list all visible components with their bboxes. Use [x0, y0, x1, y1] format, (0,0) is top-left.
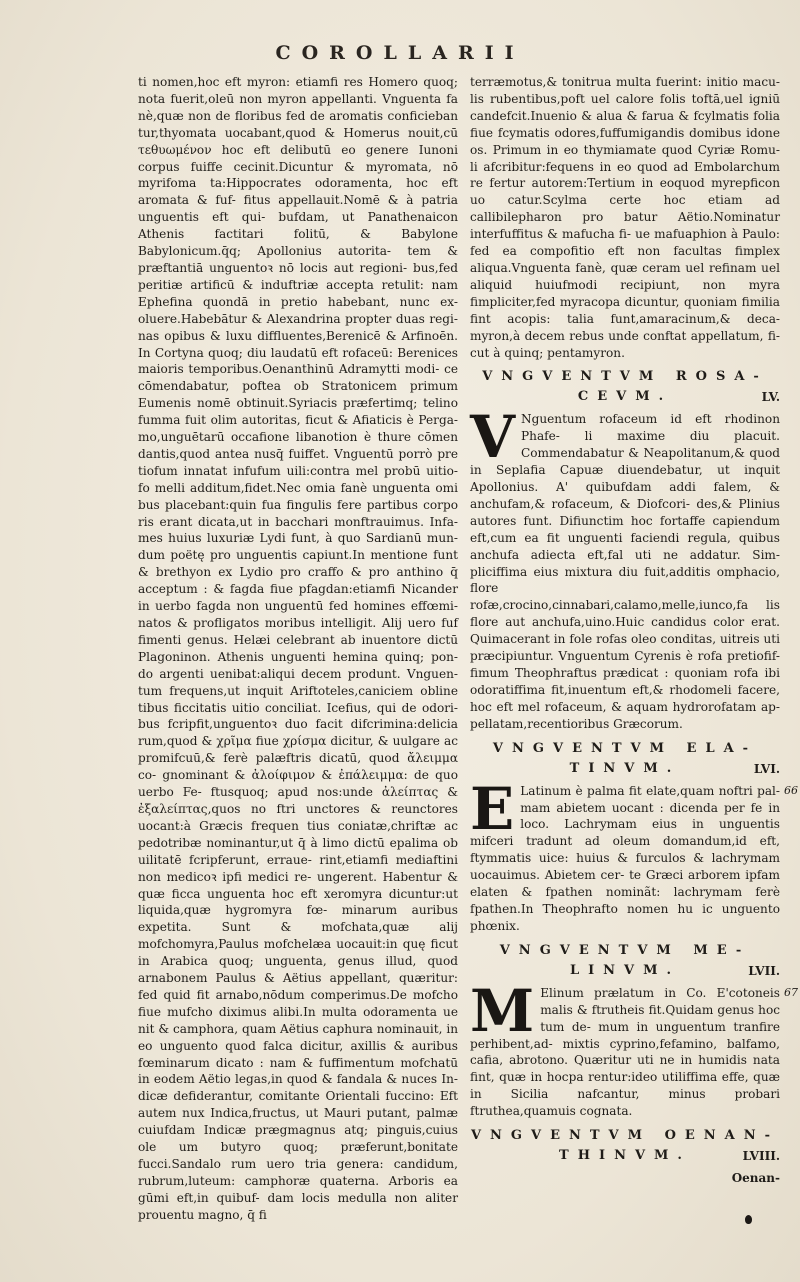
section-body-rosaceum — [470, 403, 780, 732]
left-column — [138, 74, 458, 1224]
margin-note: 67 — [784, 985, 798, 999]
section-heading-rosaceum — [470, 367, 780, 407]
section-title: VNGVENTVM ME- LINVM. — [499, 942, 751, 978]
right-column — [470, 74, 798, 1186]
running-head: COROLLARII — [275, 42, 525, 64]
section-heading-melinum — [470, 941, 780, 981]
drop-cap: V — [470, 403, 516, 472]
section-body-elatinum — [470, 774, 798, 935]
section-number: LVIII. — [742, 1149, 780, 1164]
section-title: VNGVENTVM OENAN- THINVM. — [470, 1128, 780, 1164]
section-body-melinum — [470, 976, 798, 1120]
section-number: LVII. — [748, 963, 780, 978]
section-text: Nguentum rofaceum id eft rhodinon Phafe- li maxime diu placuit. Commendabatur & Neapolitanum,& quod in Seplafia Capuæ diuendebatur, ut inquit Apollonius. A' quibufdam addi falem, & anchufam,& rofaceum, & Diofcori- des,& Plinius autores funt. Difiunctim hoc fortaffe capiendum eft,cum ea fit unguenti faciendi regula, quibus anchufa adiecta eft,fal uti ne addatur. Sim- pliciffima eius mixtura diu fuit,additis omphacio, flore rofæ,crocino,cinnabari,calamo,melle,iunco,fa lis flore aut anchufa,uino.Huic candidus color erat. Quimacerant in fole rofas oleo conditas, uitreis uti præcipiuntur. Vnguentum Cyrenis è rofa pretiofif- fimum Theophraftus prædicat : quoniam rofa ibi odoratiffima fit,inuentum eft,& rhodomeli facere, hoc eft mel rofaceum, & aquam hydrorofatam ap- pellatam,recentioribus Græcorum. — [470, 412, 780, 731]
section-heading-elatinum — [470, 739, 780, 779]
margin-note: 66 — [784, 783, 798, 797]
section-number: LVI. — [753, 761, 780, 776]
section-title: VNGVENTVM ROSA- CEVM. — [482, 369, 768, 405]
section-heading-oenanthinum — [470, 1126, 780, 1166]
right-column-intro: terræmotus,& tonitrua multa fuerint: initio macu- lis rubentibus,poft uel calore folis toftā,uel igniū candefcit.Inuenio & alua & farua & fcylmatis folia fiue fcymatis odores,fuffumigandis domibus idone os. Primum in eo thymiamate quod Cyriæ Romu- li afcribitur:fequens in eo quod ad Embolarchum re fertur autorem:Tertium in eoquod myrepficon uo catur.Scylma certe hoc etiam ad callibilepharon pro batur Aëtio.Nominatur interfuffitus & mafucha fi- ue mafuaphion à Paulo: fed ea compofitio eft non facultas fimplex aliqua.Vnguenta fanè, quæ ceram uel refinam uel aliquid huiufmodi recipiunt, non myra fimpliciter,fed myracopa dicuntur, quoniam fimilia fint acopis: talia funt,amaracinum,& deca- myron,à decem rebus unde conftat appellatum, fi- cut à quinq; pentamyron. — [470, 75, 780, 360]
drop-cap: E — [470, 774, 515, 843]
section-text: Elinum prælatum in Co. E'cotoneis malis & ftrutheis fit.Quidam genus hoc tum de- mum in unguentum tranfire perhibent,ad- mixtis cyprino,fefamino, balfamo, cafia, abrotono. Quæritur uti ne in humidis nata fint, quæ in hocpa rentur:ideo utiliffima effe, quæ in Sicilia nafcantur, minus probari ftruthea,quamuis cognata. — [470, 985, 780, 1119]
section-text: Latinum è palma fit elate,quam noftri pal- mam abietem uocant : dicenda per fe in loco. Lachrymam eius in unguentis mifceri tradunt ad oleum domandum,id eft, ftymmatis uice: huius & furculos & lachrymam uocauimus. Abietem cer- te Græci arborem ipfam elaten & fpathen nominãt: lachrymam ferè fpathen.In Theophrafto nomen hu ic unguento phœnix. — [470, 783, 780, 933]
catchword: Oenan- — [731, 1171, 780, 1186]
section-title: VNGVENTVM ELA- TINVM. — [492, 740, 758, 776]
section-number: LV. — [761, 390, 780, 405]
drop-cap: M — [470, 976, 535, 1045]
ink-dot-mark — [745, 1215, 752, 1224]
left-column-text: ti nomen,hoc eft myron: etiamfi res Homero quoq; nota fuerit,oleū non myron appellanti. Vnguenta fa nè,quæ non de floribus fed de aromatis conficieban tur,thyomata uocabant,quod & Homerus nouit,cū τεθυωμένον hoc eft delibutū eo genere Iunoni corpus fuiffe cecinit.Dicuntur & myromata, nō myrifoma ta:Hippocrates odoramenta, hoc eft aromata & fuf- fitus appellauit.Nomē & à patria unguentis eft qui- bufdam, ut Panathenaicon Athenis factitari folitū, & Babylone Babylonicum.q̄q; Apollonius autorita- tem & præftantiā unguentoꝛ nō locis aut regioni- bus,fed peritiæ artificū & induftriæ accepta retulit: nam Ephefina quondā in pretio habebant, nunc ex- oluere.Habebātur & Alexandrina propter duas regi- nas opibus & luxu diffluentes,Berenicē & Arfinoēn. In Cortyna quoq; diu laudatū eft rofaceū: Berenices maioris temporibus.Oenanthinū Adramytti modi- ce cōmendabatur, poftea ob Stratonicem primum Eumenis nomē obtinuit.Syriacis præfertimq; telino fumma fuit olim autoritas, ficut & Afiaticis è Perga- mo,unguētarū occafione libanotion è thure cōmen dantis,quod antea nusq̄ fuiffet. Vnguentū porrò pre tiofum innatat infufum uili:contra mel probū uitio- fo melli additum,fidet.Nec omia fanè unguenta omi bus placebant:quin fua fingulis fere partibus corpo ris erant dicata,ut in bacchari monftrauimus. Infa- mes huius luxuriæ Lydi funt, à quo Sardianū mun- dum poëtę pro unguentis capiunt.In mentione funt & brethyon ex Lydio pro craffo & pro anthino q̄ acceptum : & fagda fiue pfagdan:etiamfi Nicander in uerbo fagda non unguentū fed homines effœmi- natos & profligatos moribus intelligit. Alij uero fuf fimenti genus. Helæi celebrant ab inuentore dictū Plagoninon. Athenis unguenti hemina quinq; pon- do argenti uenibat:aliqui decem produnt. Vnguen- tum frequens,ut inquit Ariftoteles,caniciem obline tibus ficcitatis uitio conciliat. Icefius, qui de odori- bus fcripfit,unguentoꝛ duo facit difcrimina:delicia rum,quod & χρῖμα fiue χρίσμα dicitur, & uulgare ac promifcuū,& ferè palæftris dicatū, quod ἄλειμμα co- gnominant & ἀλοίφιμον & ἐπάλειμμα: de quo uerbo Fe- ftusquoq; apud nos:unde ἀλείπτας & ἐξαλείπτας,quos no ftri unctores & reunctores uocant:à Græcis frequen tius coniatæ,chriftæ ac pedotribæ nominantur,ut q̄ à limo dictū epalima ob uilitatē fcripferunt, erraue- rint,etiamfi mediaftini non medicoꝛ ipfi medici re- ungerent. Habentur & quæ ficca unguenta hoc eft xeromyra dicuntur:ut liquida,quæ hygromyra fœ- minarum auribus expetita. Sunt & mofchata,quæ alij mofchomyra,Paulus mofchelæa uocauit:in quę ficut in Arabica quoq; unguenta, genus illud, quod arnabonem Paulus & Aëtius appellant, quæritur: fed quid fit arnabo,nōdum comperimus.De mofcho fiue mufcho diximus alibi.In multa odoramenta ue nit & camphora, quam Aëtius caphura nominauit, in eo unguento quod falca dicitur, axillis & auribus fœminarum dicato : nam & fuffimentum mofchatū in eodem Aëtio legas,in quod & fandala & nuces In- dicæ defiderantur, comitante Orientali fuccino: Eft autem nux Indica,fructus, ut Mauri putant, palmæ cuiufdam Indicæ prægmagnus atq; pinguis,cuius ole um butyro quoq; præferunt,bonitate fucci.Sandalo rum uero tria genera: candidum, rubrum,luteum: camphoræ quaterna. Arboris ea gūmi eft,in quibuf- dam locis medulla non aliter prouentu magno, q̄ fi — [138, 75, 458, 1222]
